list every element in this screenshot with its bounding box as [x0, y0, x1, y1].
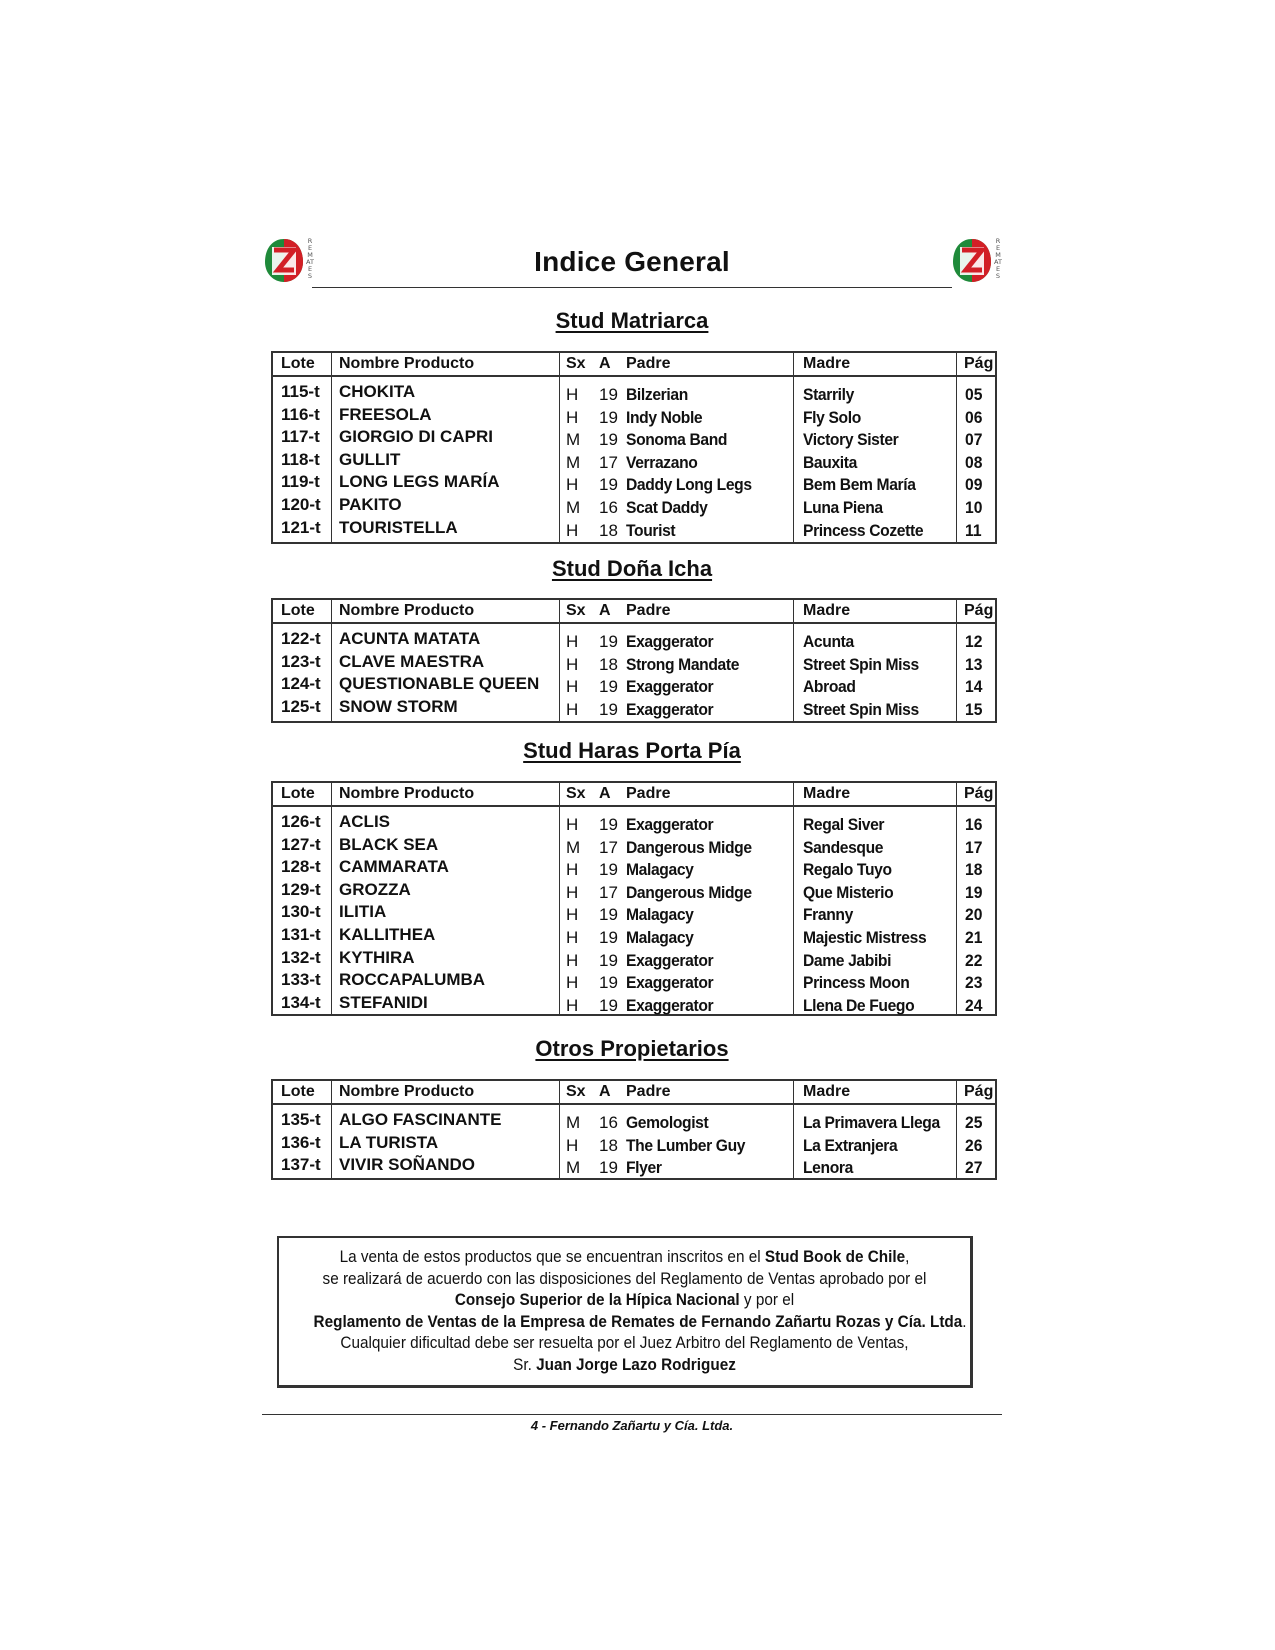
cell-pag: 12 — [965, 632, 983, 651]
cell-pag: 19 — [965, 882, 983, 902]
notice-text: y por el — [739, 1290, 795, 1309]
notice-bold-text: Stud Book de Chile — [764, 1247, 906, 1266]
cell-a: 19 — [599, 815, 618, 834]
page-footer: 4 - Fernando Zañartu y Cía. Ltda. — [530, 1418, 734, 1433]
col-sx: Sx — [566, 785, 586, 802]
cell-padre: Dangerous Midge — [626, 837, 752, 857]
table-row — [273, 970, 995, 993]
table-row — [273, 697, 995, 720]
cell-padre: The Lumber Guy — [626, 1135, 746, 1155]
cell-nombre: ALGO FASCINANTE — [339, 1110, 502, 1129]
cell-lote: 120-t — [281, 494, 321, 514]
cell-a: 18 — [599, 1135, 618, 1155]
cell-lote: 115-t — [281, 382, 320, 401]
cell-lote: 124-t — [281, 674, 321, 694]
table-row — [273, 925, 995, 948]
cell-padre: Malagacy — [626, 860, 694, 880]
cell-madre: Princess Cozette — [803, 520, 924, 540]
cell-lote: 134-t — [281, 992, 321, 1012]
cell-padre: Dangerous Midge — [626, 882, 752, 902]
section-table — [271, 598, 997, 723]
cell-padre: Exaggerator — [626, 995, 714, 1015]
cell-a: 19 — [599, 430, 618, 450]
col-padre: Padre — [626, 355, 671, 372]
cell-sx: H — [566, 1135, 579, 1155]
col-lote: Lote — [281, 1083, 315, 1100]
cell-madre: Regal Siver — [803, 815, 885, 834]
cell-madre: Sandesque — [803, 837, 884, 857]
cell-lote: 129-t — [281, 879, 321, 899]
cell-pag: 23 — [965, 973, 983, 993]
col-lote: Lote — [281, 602, 315, 619]
notice-line — [314, 1289, 936, 1311]
cell-lote: 133-t — [281, 970, 321, 990]
cell-madre: Victory Sister — [803, 430, 899, 450]
logo-text: REMATES — [994, 237, 1002, 280]
section-table — [271, 351, 997, 544]
table-body — [273, 377, 995, 540]
cell-madre: Lenora — [803, 1158, 853, 1178]
table-row — [273, 1155, 995, 1178]
cell-a: 17 — [599, 452, 618, 472]
cell-sx: H — [566, 950, 579, 970]
cell-padre: Malagacy — [626, 905, 694, 925]
cell-madre: Princess Moon — [803, 973, 910, 993]
notice-text: La venta de estos productos que se encuentran inscritos en el — [339, 1247, 765, 1266]
cell-madre: Acunta — [803, 632, 854, 651]
cell-padre: Exaggerator — [626, 973, 714, 993]
cell-a: 19 — [599, 475, 618, 495]
cell-sx: H — [566, 632, 579, 651]
table-row — [273, 1133, 995, 1156]
cell-nombre: GULLIT — [339, 449, 401, 469]
section-table — [271, 781, 997, 1016]
notice-text: . — [962, 1311, 967, 1331]
page-title: Indice General — [534, 246, 730, 277]
cell-madre: Bem Bem María — [803, 475, 916, 495]
cell-sx: M — [566, 452, 581, 472]
col-a: A — [599, 785, 611, 802]
cell-nombre: STEFANIDI — [339, 992, 428, 1012]
cell-padre: Exaggerator — [626, 815, 714, 834]
cell-padre: Tourist — [626, 520, 676, 540]
cell-sx: H — [566, 520, 579, 540]
cell-sx: H — [566, 677, 579, 697]
table-row — [273, 629, 995, 652]
cell-a: 19 — [599, 860, 618, 880]
cell-sx: H — [566, 905, 579, 925]
table-header — [273, 783, 995, 807]
cell-sx: H — [566, 995, 579, 1015]
cell-pag: 17 — [965, 837, 983, 857]
cell-padre: Indy Noble — [626, 407, 703, 427]
cell-nombre: KALLITHEA — [339, 924, 436, 944]
section-title: Stud Haras Porta Pía — [523, 738, 741, 763]
cell-sx: H — [566, 699, 579, 719]
cell-nombre: ROCCAPALUMBA — [339, 970, 486, 990]
col-madre: Madre — [803, 1083, 851, 1100]
cell-nombre: ACLIS — [339, 812, 390, 831]
col-a: A — [599, 355, 611, 372]
notice-text: Sr. — [513, 1354, 537, 1374]
cell-nombre: LA TURISTA — [339, 1132, 439, 1152]
col-nombre: Nombre Producto — [339, 602, 475, 619]
cell-madre: La Extranjera — [803, 1135, 898, 1155]
cell-lote: 121-t — [281, 517, 321, 537]
cell-madre: Abroad — [803, 677, 856, 697]
cell-nombre: CHOKITA — [339, 382, 416, 401]
cell-padre: Exaggerator — [626, 677, 714, 697]
cell-madre: Luna Piena — [803, 497, 883, 517]
cell-a: 19 — [599, 995, 618, 1015]
cell-sx: M — [566, 497, 581, 517]
cell-nombre: CAMMARATA — [339, 857, 449, 877]
col-pag: Pág — [964, 355, 994, 372]
cell-sx: H — [566, 385, 579, 404]
cell-a: 16 — [599, 1113, 618, 1132]
cell-a: 19 — [599, 385, 618, 404]
cell-nombre: GROZZA — [339, 879, 411, 899]
cell-a: 17 — [599, 837, 618, 857]
cell-madre: La Primavera Llega — [803, 1113, 940, 1132]
notice-bold-text: Reglamento de Ventas de la Empresa de Remates de Fernando Zañartu Rozas y Cía. Ltda — [313, 1311, 963, 1331]
col-lote: Lote — [281, 785, 315, 802]
col-sx: Sx — [566, 355, 586, 372]
cell-a: 19 — [599, 927, 618, 947]
table-body — [273, 1105, 995, 1178]
cell-nombre: PAKITO — [339, 494, 402, 514]
cell-lote: 125-t — [281, 696, 321, 716]
cell-padre: Verrazano — [626, 452, 698, 472]
table-row — [273, 450, 995, 473]
cell-pag: 26 — [965, 1135, 983, 1155]
cell-a: 16 — [599, 497, 618, 517]
cell-padre: Exaggerator — [626, 950, 714, 970]
cell-lote: 126-t — [281, 812, 321, 831]
cell-padre: Strong Mandate — [626, 654, 740, 674]
table-row — [273, 382, 995, 405]
table-row — [273, 427, 995, 450]
notice-bold-text: Juan Jorge Lazo Rodriguez — [536, 1354, 736, 1374]
section-title: Stud Doña Icha — [551, 556, 713, 581]
cell-pag: 27 — [965, 1158, 983, 1178]
cell-a: 19 — [599, 699, 618, 719]
cell-pag: 24 — [965, 995, 983, 1015]
cell-pag: 11 — [965, 520, 982, 540]
notice-bold-text: Consejo Superior de la Hípica Nacional — [454, 1290, 740, 1309]
cell-nombre: CLAVE MAESTRA — [339, 651, 485, 671]
table-row — [273, 880, 995, 903]
cell-pag: 09 — [965, 475, 983, 495]
col-lote: Lote — [281, 355, 315, 372]
col-pag: Pág — [964, 602, 994, 619]
col-madre: Madre — [803, 602, 851, 619]
remates-logo-right-icon — [950, 236, 1002, 288]
cell-madre: Fly Solo — [803, 407, 861, 427]
col-nombre: Nombre Producto — [339, 355, 475, 372]
col-a: A — [599, 1083, 611, 1100]
col-padre: Padre — [626, 785, 671, 802]
table-row — [273, 835, 995, 858]
col-madre: Madre — [803, 355, 851, 372]
cell-nombre: ILITIA — [339, 902, 387, 922]
cell-padre: Exaggerator — [626, 632, 714, 651]
cell-pag: 07 — [965, 430, 983, 450]
cell-padre: Scat Daddy — [626, 497, 708, 517]
table-row — [273, 948, 995, 971]
table-header — [273, 600, 995, 624]
cell-padre: Exaggerator — [626, 699, 714, 719]
table-row — [273, 857, 995, 880]
cell-lote: 116-t — [281, 404, 320, 424]
cell-sx: M — [566, 430, 581, 450]
cell-sx: H — [566, 927, 579, 947]
table-row — [273, 674, 995, 697]
cell-lote: 135-t — [281, 1110, 321, 1129]
col-pag: Pág — [964, 1083, 994, 1100]
section-title: Otros Propietarios — [535, 1036, 729, 1061]
notice-line — [314, 1354, 936, 1376]
cell-lote: 137-t — [281, 1155, 321, 1175]
notice-line: se realizará de acuerdo con las disposiciones del Reglamento de Ventas aprobado por el — [322, 1268, 927, 1288]
notice-text: , — [905, 1247, 910, 1266]
table-row — [273, 405, 995, 428]
cell-a: 18 — [599, 654, 618, 674]
table-row — [273, 1110, 995, 1133]
col-nombre: Nombre Producto — [339, 1083, 475, 1100]
cell-pag: 06 — [965, 407, 983, 427]
notice-line — [314, 1246, 936, 1268]
cell-pag: 15 — [965, 699, 983, 719]
cell-lote: 130-t — [281, 902, 321, 922]
table-row — [273, 652, 995, 675]
cell-a: 18 — [599, 520, 618, 540]
cell-pag: 05 — [965, 385, 983, 404]
cell-sx: H — [566, 860, 579, 880]
cell-pag: 25 — [965, 1113, 983, 1132]
cell-madre: Starrily — [803, 385, 854, 404]
cell-lote: 132-t — [281, 947, 321, 967]
cell-lote: 123-t — [281, 651, 321, 671]
cell-a: 19 — [599, 407, 618, 427]
cell-a: 19 — [599, 677, 618, 697]
table-row — [273, 902, 995, 925]
cell-pag: 21 — [965, 927, 983, 947]
cell-lote: 122-t — [281, 629, 321, 648]
col-pag: Pág — [964, 785, 994, 802]
cell-nombre: LONG LEGS MARÍA — [339, 472, 500, 492]
table-body — [273, 807, 995, 1015]
cell-nombre: SNOW STORM — [339, 696, 458, 716]
cell-nombre: FREESOLA — [339, 404, 432, 424]
col-sx: Sx — [566, 1083, 586, 1100]
col-a: A — [599, 602, 611, 619]
cell-padre: Gemologist — [626, 1113, 709, 1132]
section-title: Stud Matriarca — [555, 308, 709, 333]
cell-padre: Flyer — [626, 1158, 662, 1178]
logo-text: REMATES — [306, 237, 314, 280]
col-padre: Padre — [626, 1083, 671, 1100]
cell-a: 19 — [599, 950, 618, 970]
cell-sx: H — [566, 973, 579, 993]
cell-padre: Malagacy — [626, 927, 694, 947]
footer-rule — [262, 1414, 1002, 1415]
cell-nombre: GIORGIO DI CAPRI — [339, 427, 493, 447]
cell-pag: 10 — [965, 497, 983, 517]
cell-madre: Franny — [803, 905, 853, 925]
sales-regulation-notice — [277, 1236, 973, 1388]
cell-madre: Street Spin Miss — [803, 699, 919, 719]
table-row — [273, 472, 995, 495]
cell-nombre: KYTHIRA — [339, 947, 415, 967]
cell-sx: H — [566, 407, 579, 427]
cell-sx: M — [566, 837, 581, 857]
cell-sx: M — [566, 1113, 581, 1132]
table-row — [273, 993, 995, 1016]
table-header — [273, 353, 995, 377]
cell-padre: Bilzerian — [626, 385, 688, 404]
cell-lote: 127-t — [281, 834, 321, 854]
cell-madre: Llena De Fuego — [803, 995, 915, 1015]
table-row — [273, 518, 995, 541]
cell-madre: Bauxita — [803, 452, 857, 472]
notice-line: Cualquier dificultad debe ser resuelta por el Juez Arbitro del Reglamento de Ventas, — [340, 1333, 909, 1352]
col-madre: Madre — [803, 785, 851, 802]
notice-line — [313, 1311, 967, 1333]
cell-a: 17 — [599, 882, 618, 902]
cell-a: 19 — [599, 1158, 618, 1178]
cell-a: 19 — [599, 973, 618, 993]
cell-madre: Regalo Tuyo — [803, 860, 892, 880]
header-rule — [312, 287, 952, 288]
cell-pag: 14 — [965, 677, 983, 697]
cell-pag: 13 — [965, 654, 983, 674]
cell-pag: 20 — [965, 905, 983, 925]
table-body — [273, 624, 995, 719]
col-nombre: Nombre Producto — [339, 785, 475, 802]
cell-madre: Dame Jabibi — [803, 950, 892, 970]
cell-lote: 118-t — [281, 449, 320, 469]
cell-lote: 131-t — [281, 924, 321, 944]
cell-padre: Sonoma Band — [626, 430, 728, 450]
cell-madre: Majestic Mistress — [803, 927, 927, 947]
cell-pag: 16 — [965, 815, 983, 834]
cell-lote: 128-t — [281, 857, 321, 877]
cell-nombre: QUESTIONABLE QUEEN — [339, 674, 540, 694]
cell-a: 19 — [599, 905, 618, 925]
cell-nombre: TOURISTELLA — [339, 517, 458, 537]
col-padre: Padre — [626, 602, 671, 619]
col-sx: Sx — [566, 602, 586, 619]
cell-nombre: BLACK SEA — [339, 834, 439, 854]
cell-lote: 136-t — [281, 1132, 321, 1152]
cell-sx: H — [566, 815, 579, 834]
cell-madre: Street Spin Miss — [803, 654, 919, 674]
cell-sx: M — [566, 1158, 581, 1178]
cell-nombre: ACUNTA MATATA — [339, 629, 481, 648]
cell-a: 19 — [599, 632, 618, 651]
page-header — [262, 236, 1002, 296]
table-header — [273, 1081, 995, 1105]
cell-sx: H — [566, 475, 579, 495]
section-table — [271, 1079, 997, 1180]
cell-lote: 119-t — [281, 472, 320, 492]
cell-pag: 22 — [965, 950, 983, 970]
cell-madre: Que Misterio — [803, 882, 894, 902]
cell-lote: 117-t — [281, 427, 320, 447]
cell-nombre: VIVIR SOÑANDO — [339, 1155, 476, 1175]
cell-sx: H — [566, 882, 579, 902]
cell-sx: H — [566, 654, 579, 674]
cell-pag: 18 — [965, 860, 983, 880]
table-row — [273, 812, 995, 835]
cell-padre: Daddy Long Legs — [626, 475, 752, 495]
cell-pag: 08 — [965, 452, 983, 472]
table-row — [273, 495, 995, 518]
